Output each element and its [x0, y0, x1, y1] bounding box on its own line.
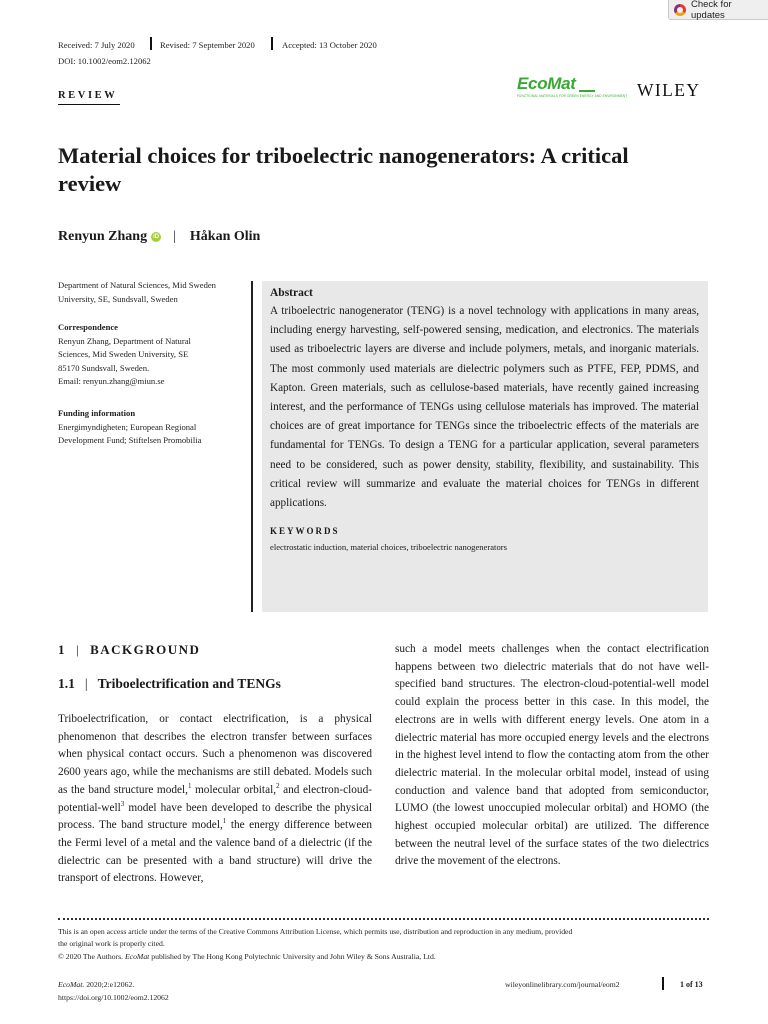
body-text: molecular orbital, — [191, 783, 277, 796]
correspondence-line: Renyun Zhang, Department of Natural — [58, 335, 191, 346]
author-list — [58, 229, 260, 245]
funding-heading: Funding information — [58, 408, 136, 418]
section-number: 1 — [58, 642, 66, 657]
body-text: Triboelectrification, or contact electrification, is a physical phenomenon that describes the electron transfer between surfaces when physical contact occurs. Such a phenomenon was discovered 2600 years ago, while the mechanisms are still debated. Models such as the band structure model, — [58, 713, 372, 796]
publisher-logo: WILEY — [637, 80, 701, 100]
body-text: and electron-cloud-potential-well — [58, 783, 372, 814]
citation-details: 2020;2:e12062. — [84, 980, 135, 989]
subsection-title: Triboelectrification and TENGs — [97, 676, 281, 691]
copyright-line — [58, 951, 436, 963]
heading-separator: | — [76, 642, 81, 657]
doi-link[interactable]: https://doi.org/10.1002/eom2.12062 — [58, 993, 169, 1002]
body-column-right: such a model meets challenges when the contact electrification happens between two dielectric materials that do not have well-specified band structures. The electron-cloud-potential-well model could explain the process better in this case. In this model, the electrons are in wells with different energy levels. One atom in a dielectric material has more occupied energy levels and the electrons in the highest level intend to flow the contacting atom from the other dielectric material. In the molecular orbital model, instead of using conduction and valence band that adopted from semiconductor, LUMO (the lowest unoccupied molecular orbital) and HOMO (the highest occupied molecular orbital) are utilized. The difference between the neutral level of the surface states of the two dielectrics drive the movement of the electrons. — [395, 643, 709, 868]
correspondence-email[interactable]: Email: renyun.zhang@miun.se — [58, 376, 165, 386]
citation-journal: EcoMat. — [58, 980, 85, 989]
affiliation: Department of Natural Sciences, Mid Sweden University, SE, Sundsvall, Sweden — [58, 280, 216, 304]
funding-text: Energimyndigheten; European Regional Development Fund; Stiftelsen Promobilia — [58, 421, 202, 445]
correspondence-line: Sciences, Mid Sweden University, SE — [58, 349, 189, 359]
heading-separator: | — [84, 676, 88, 691]
accepted-date: Accepted: 13 October 2020 — [282, 40, 377, 50]
body-text: model have been developed to describe the physical process. The band structure model, — [58, 801, 372, 832]
abstract-text: A triboelectric nanogenerator (TENG) is a novel technology with applications in many areas, including energy harvesting, self-powered sensing, medication, and electronics. The materials used as triboelectric layers are diverse and include polymers, metals, and inorganic materials. The most commonly used materials are dielectric polymers such as PTFE, FEP, PDMS, and Kapton. Green materials, such as cellulose-based materials, have recently gained increasing interest, and the performance of TENGs using cellulose materials has improved. The material choices are of great importance for TENGs since the triboelectric effects of the materials are fundamental for TENGs. To design a TENG for a particular application, several parameters need to be considered, such as power density, stability, flexibility, and sustainability. This critical review will summarize and evaluate the material choices for TENGs in different applications. — [270, 305, 699, 510]
body-text: the energy difference between the Fermi level of a metal and the valence band of a dielectric (if the dielectric can be presented with a band structure) will drive the transport of electrons. However, — [58, 819, 372, 885]
abstract-box — [262, 281, 708, 612]
copyright-text: © 2020 The Authors. — [58, 952, 125, 961]
meta-divider — [271, 37, 273, 50]
abstract-heading: Abstract — [270, 287, 313, 299]
citation-ref[interactable]: 1 — [187, 782, 192, 791]
orcid-icon[interactable]: iD — [153, 234, 160, 240]
funding-block — [58, 407, 244, 448]
journal-logo-word: EcoMat — [517, 74, 576, 93]
correspondence-block — [58, 321, 244, 389]
correspondence-heading: Correspondence — [58, 322, 118, 332]
page-divider — [662, 977, 664, 990]
license-line: the original work is properly cited. — [58, 939, 165, 948]
crossmark-icon — [674, 4, 686, 16]
abstract-rule — [251, 281, 253, 612]
journal-logo — [517, 76, 629, 100]
subsection-heading — [58, 676, 281, 692]
received-date: Received: 7 July 2020 — [58, 40, 135, 50]
citation-ref[interactable]: 1 — [222, 817, 227, 826]
article-title: Material choices for triboelectric nanogenerators: A critical review — [58, 143, 629, 196]
author-separator: | — [173, 229, 176, 244]
copyright-journal: EcoMat — [124, 952, 150, 961]
copyright-text: published by The Hong Kong Polytechnic University and John Wiley & Sons Australia, Ltd. — [149, 952, 436, 961]
section-label-rule — [58, 104, 120, 105]
section-title: BACKGROUND — [90, 642, 201, 657]
body-column-left — [58, 711, 372, 888]
citation-line — [58, 980, 134, 989]
correspondence-line: 85170 Sundsvall, Sweden. — [58, 362, 150, 373]
citation-ref[interactable]: 2 — [276, 782, 280, 791]
subsection-number: 1.1 — [58, 676, 75, 691]
section-heading — [58, 642, 200, 658]
check-for-updates-button[interactable] — [668, 0, 768, 20]
section-label: REVIEW — [58, 90, 118, 101]
doi-line: DOI: 10.1002/eom2.12062 — [58, 56, 151, 66]
revised-date: Revised: 7 September 2020 — [160, 40, 255, 50]
keywords-heading: KEYWORDS — [270, 526, 340, 537]
meta-divider — [150, 37, 152, 50]
author-name[interactable]: Renyun Zhang — [58, 229, 148, 244]
journal-site-link[interactable]: wileyonlinelibrary.com/journal/eom2 — [505, 980, 620, 989]
footer-divider — [58, 918, 709, 921]
citation-ref[interactable]: 3 — [120, 799, 125, 808]
journal-logo-tagline: FUNCTIONAL MATERIALS FOR GREEN ENERGY AND ENVIRONMENT — [517, 94, 628, 98]
license-line: This is an open access article under the terms of the Creative Commons Attribution License, which permits use, distribution and reproduction in any medium, provided — [58, 927, 573, 936]
journal-logo-underline — [579, 90, 595, 92]
author-name[interactable]: Håkan Olin — [189, 229, 261, 244]
page-number: 1 of 13 — [680, 980, 703, 989]
check-for-updates-label: Check for updates — [690, 0, 732, 21]
keywords-text: electrostatic induction, material choices, triboelectric nanogenerators — [270, 542, 507, 553]
